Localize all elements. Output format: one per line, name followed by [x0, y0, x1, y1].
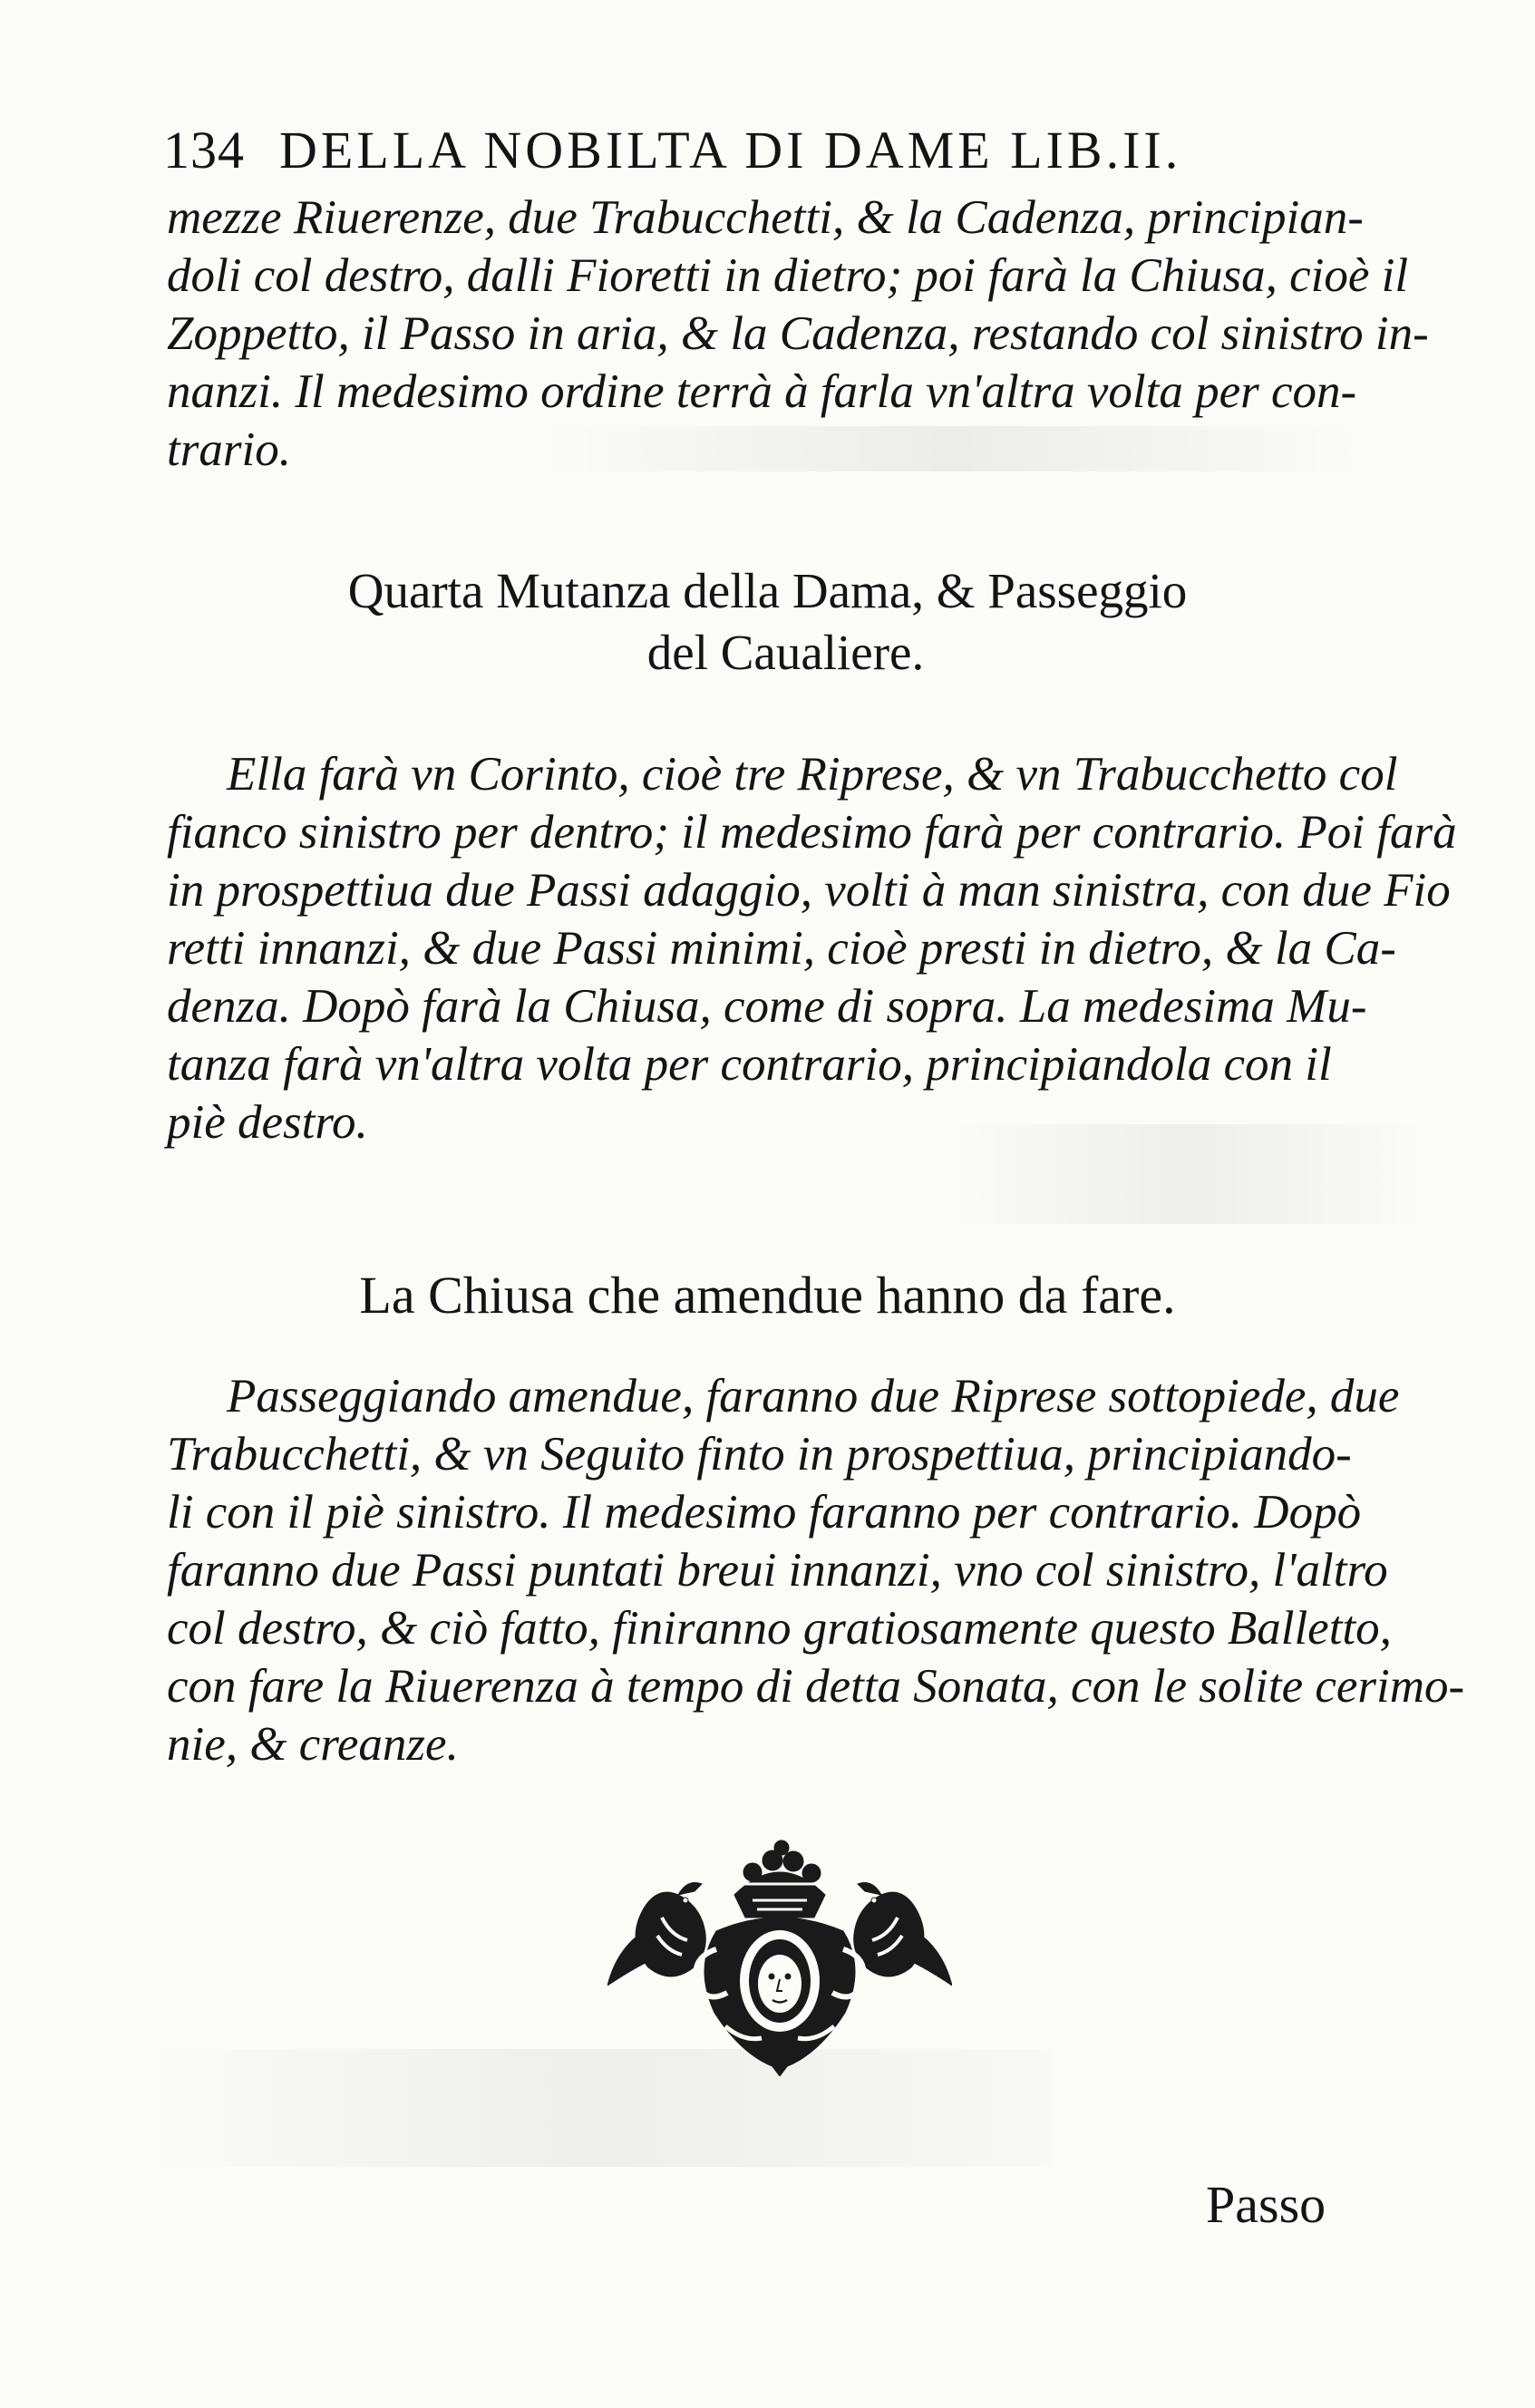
catchword: Passo — [1206, 2175, 1326, 2234]
printers-ornament-icon — [607, 1831, 952, 2076]
running-title: DELLA NOBILTA DI DAME LIB.II. — [279, 121, 1182, 180]
section-heading-la-chiusa — [0, 1265, 1535, 1326]
text-line: Zoppetto, il Passo in aria, & la Cadenza, restando col sinistro in- — [167, 307, 1429, 360]
text-line: Ella farà vn Corinto, cioè tre Riprese, & vn Trabucchetto col — [227, 748, 1398, 801]
text-line: con fare la Riuerenza à tempo di detta Sonata, con le solite cerimo- — [167, 1660, 1465, 1713]
page-number: 134 — [163, 121, 245, 180]
text-line: tanza farà vn'altra volta per contrario, principiandola con il — [167, 1038, 1332, 1091]
text-line: fianco sinistro per dentro; il medesimo farà per contrario. Poi farà — [167, 806, 1457, 859]
paragraph-2 — [167, 745, 1457, 1151]
heading-line: Quarta Mutanza della Dama, & Passeggio — [347, 563, 1188, 618]
text-line: li con il piè sinistro. Il medesimo faranno per contrario. Dopò — [167, 1486, 1362, 1539]
text-line: in prospettiua due Passi adaggio, volti à man sinistra, con due Fio — [167, 864, 1451, 917]
section-heading-quarta-mutanza — [0, 560, 1535, 684]
paragraph-3 — [167, 1367, 1465, 1773]
heading-line: La Chiusa che amendue hanno da fare. — [359, 1266, 1176, 1325]
text-line: nanzi. Il medesimo ordine terrà à farla vn'altra volta per con- — [167, 365, 1357, 418]
running-head — [163, 120, 1342, 180]
paragraph-1 — [167, 189, 1436, 479]
text-line: nie, & creanze. — [167, 1718, 459, 1771]
text-line: faranno due Passi puntati breui innanzi, vno col sinistro, l'altro — [167, 1544, 1388, 1597]
text-line: trario. — [167, 423, 291, 476]
text-line: col destro, & ciò fatto, finiranno gratiosamente questo Balletto, — [167, 1602, 1392, 1655]
text-line: piè destro. — [167, 1096, 368, 1149]
text-line: mezze Riuerenze, due Trabucchetti, & la Cadenza, principian- — [167, 191, 1364, 244]
text-line: doli col destro, dalli Fioretti in dietro; poi farà la Chiusa, cioè il — [167, 249, 1409, 302]
text-line: denza. Dopò farà la Chiusa, come di sopra. La medesima Mu- — [167, 980, 1367, 1033]
text-line: Passeggiando amendue, faranno due Riprese sottopiede, due — [227, 1370, 1400, 1422]
text-line: Trabucchetti, & vn Seguito finto in prospettiua, principiando- — [167, 1428, 1352, 1481]
heading-line: del Caualiere. — [646, 625, 925, 680]
text-line: retti innanzi, & due Passi minimi, cioè presti in dietro, & la Ca- — [167, 922, 1396, 975]
